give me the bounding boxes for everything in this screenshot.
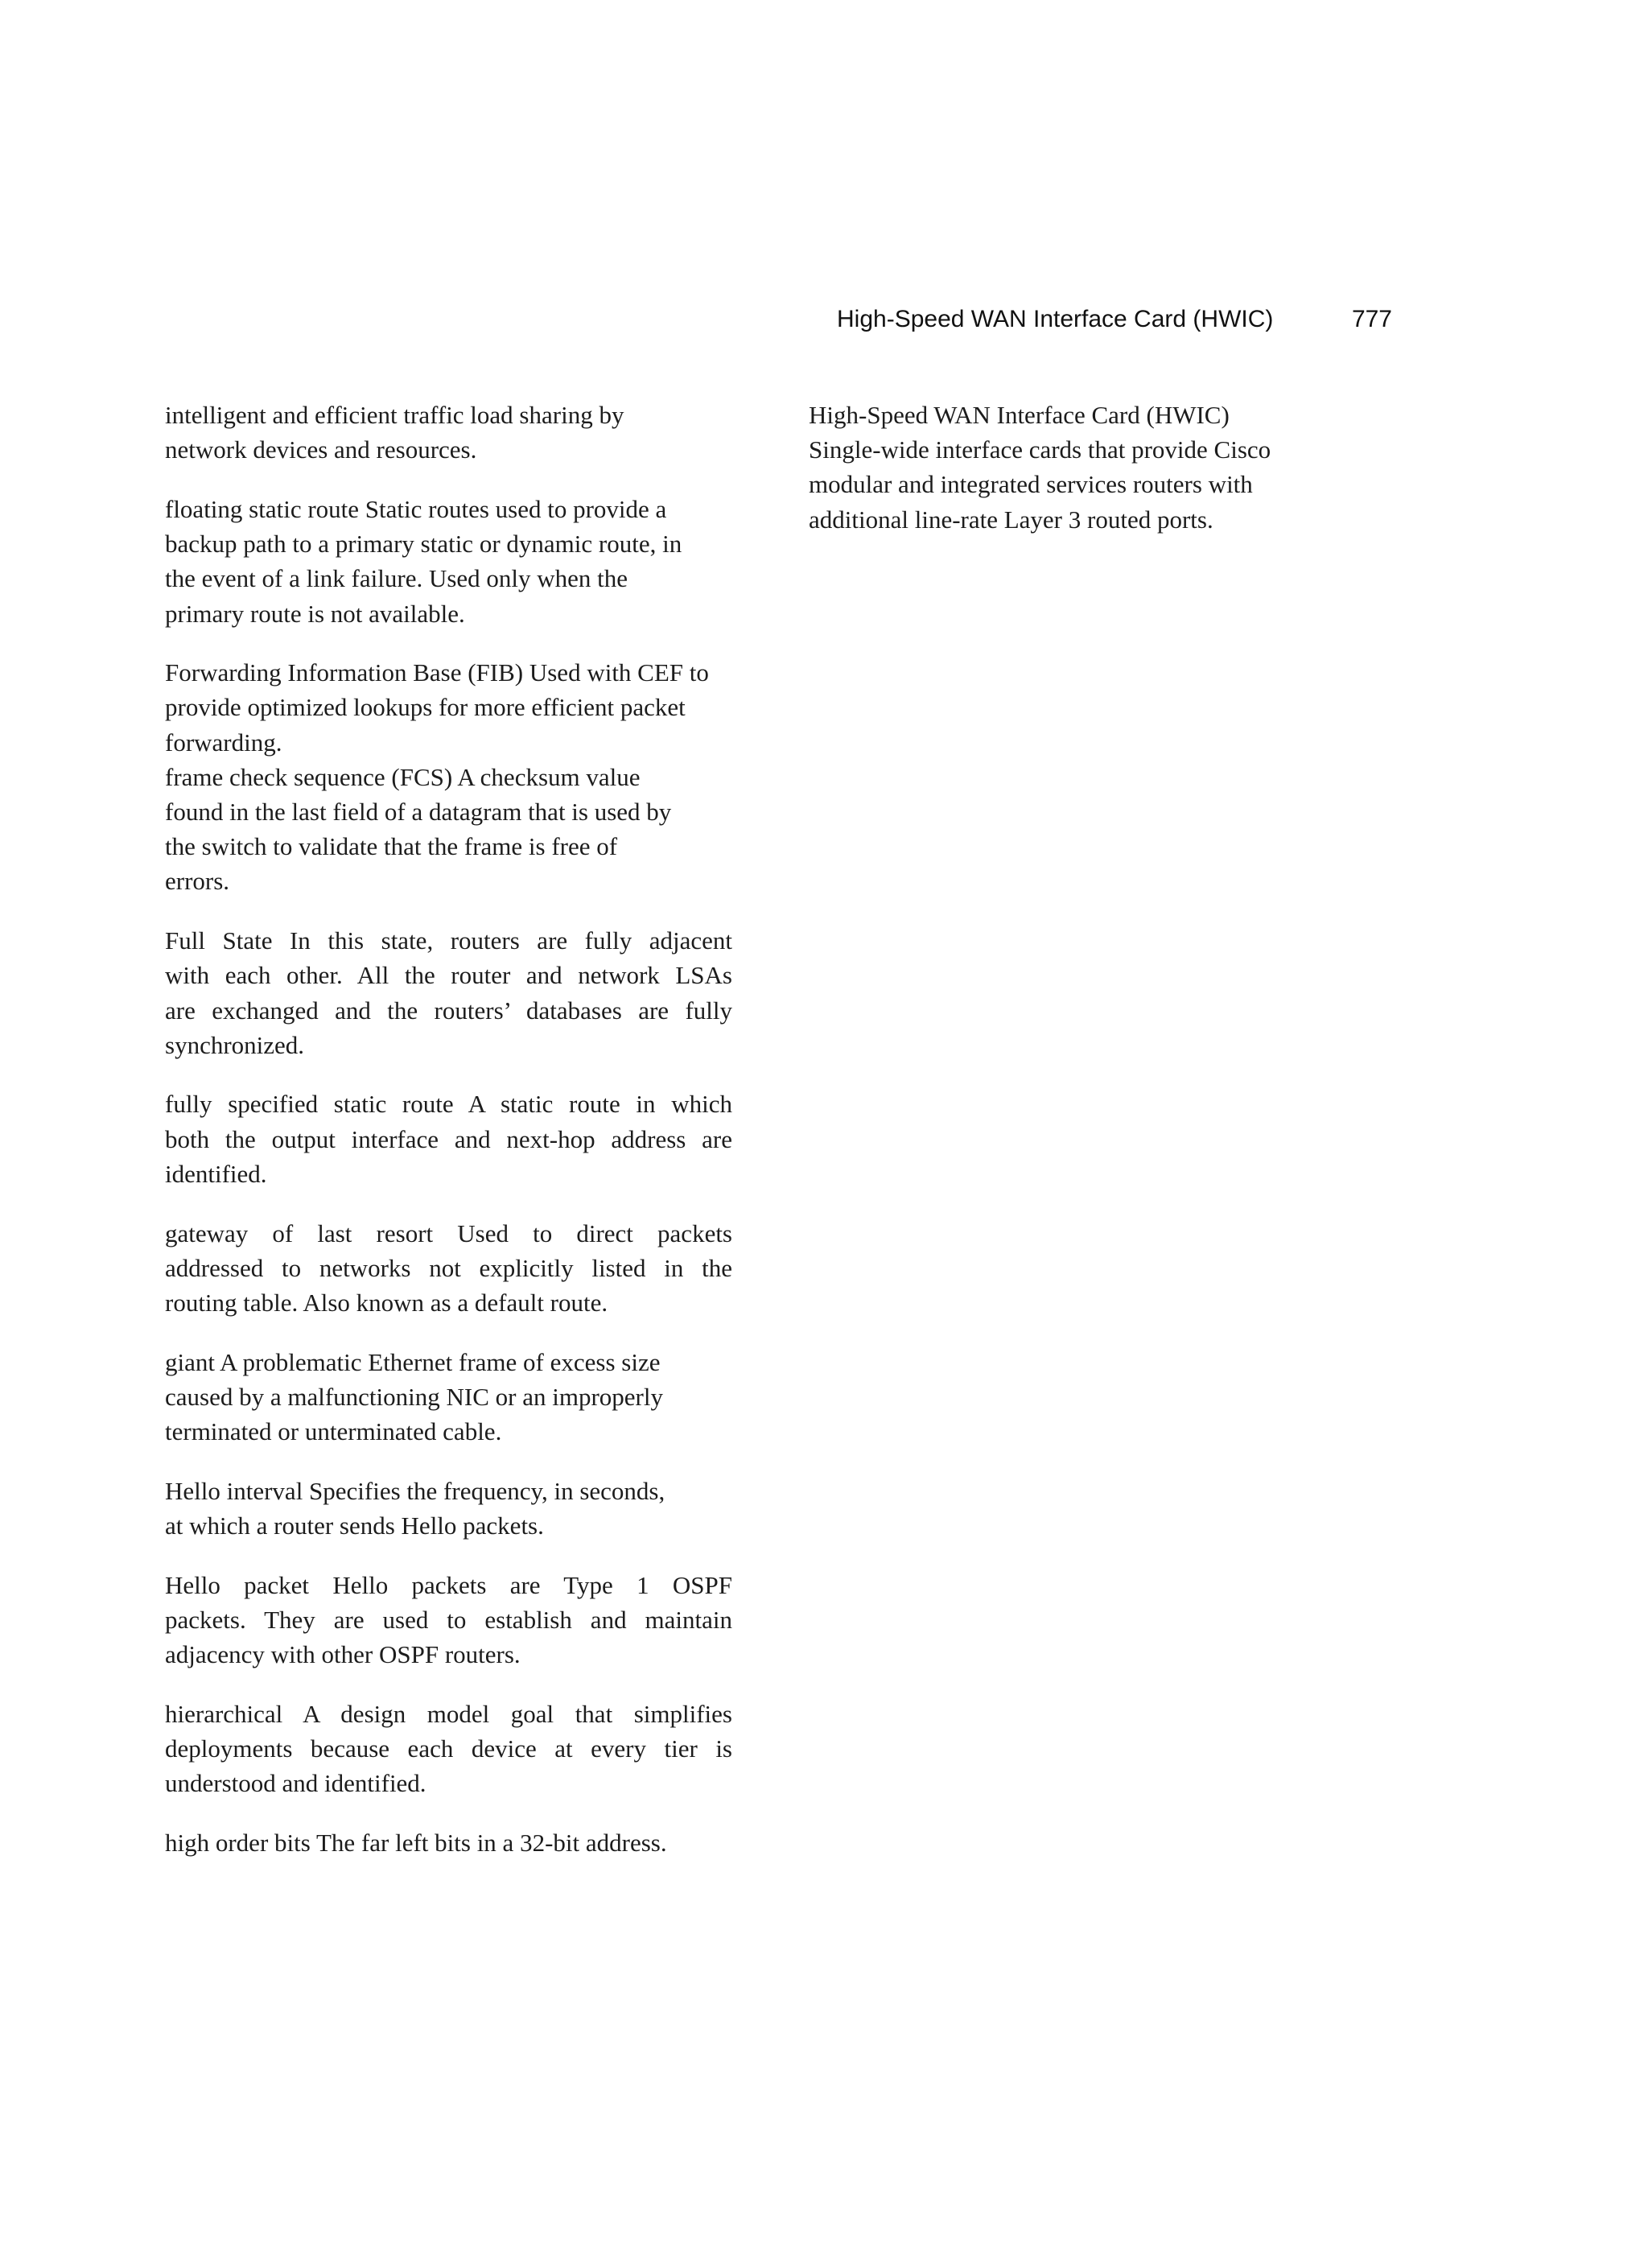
entry-line: errors. bbox=[165, 867, 230, 896]
entry-line: deployments because each device at every tier is bbox=[165, 1734, 732, 1763]
right-column bbox=[809, 398, 1364, 561]
entry-line: provide optimized lookups for more efficient packet bbox=[165, 693, 686, 722]
glossary-entry bbox=[165, 1216, 732, 1321]
entry-line: understood and identified. bbox=[165, 1769, 426, 1798]
glossary-entry bbox=[165, 655, 732, 760]
entry-line: Forwarding Information Base (FIB) Used with CEF to bbox=[165, 658, 709, 687]
entry-line: frame check sequence (FCS) A checksum value bbox=[165, 762, 641, 791]
entry-line: adjacency with other OSPF routers. bbox=[165, 1640, 521, 1669]
entry-line: Hello packet Hello packets are Type 1 OSPF bbox=[165, 1570, 732, 1599]
glossary-entry bbox=[165, 1697, 732, 1801]
entry-line: giant A problematic Ethernet frame of excess size bbox=[165, 1347, 661, 1376]
entry-line: are exchanged and the routers’ databases are fully bbox=[165, 996, 732, 1025]
glossary-entry bbox=[165, 1345, 732, 1449]
entry-line: the event of a link failure. Used only when the bbox=[165, 564, 628, 593]
entry-line: terminated or unterminated cable. bbox=[165, 1417, 502, 1446]
entry-line: high order bits The far left bits in a 32-bit address. bbox=[165, 1828, 667, 1857]
entry-line: synchronized. bbox=[165, 1030, 305, 1059]
entry-line: both the output interface and next-hop address are bbox=[165, 1124, 732, 1153]
entry-line: forwarding. bbox=[165, 728, 282, 757]
glossary-entry bbox=[165, 1568, 732, 1672]
entry-line: packets. They are used to establish and maintain bbox=[165, 1605, 732, 1634]
glossary-entry bbox=[165, 398, 732, 467]
entry-line: primary route is not available. bbox=[165, 599, 465, 628]
entry-line: additional line-rate Layer 3 routed ports. bbox=[809, 505, 1213, 534]
entry-line: Hello interval Specifies the frequency, in seconds, bbox=[165, 1476, 665, 1505]
entry-line: at which a router sends Hello packets. bbox=[165, 1511, 544, 1540]
entry-line: intelligent and efficient traffic load sharing by bbox=[165, 401, 624, 429]
entry-line: found in the last field of a datagram that is used by bbox=[165, 798, 672, 827]
page-number: 777 bbox=[1351, 306, 1392, 332]
glossary-entry bbox=[165, 760, 732, 899]
entry-line: addressed to networks not explicitly listed in the bbox=[165, 1253, 732, 1282]
entry-line: network devices and resources. bbox=[165, 435, 477, 464]
entry-line: routing table. Also known as a default route. bbox=[165, 1288, 608, 1317]
entry-line: caused by a malfunctioning NIC or an improperly bbox=[165, 1382, 663, 1411]
entry-line: with each other. All the router and network LSAs bbox=[165, 961, 732, 990]
entry-line: floating static route Static routes used to provide a bbox=[165, 494, 667, 523]
entry-line: identified. bbox=[165, 1159, 267, 1188]
running-head bbox=[837, 299, 1392, 340]
glossary-entry bbox=[809, 398, 1364, 537]
glossary-entry bbox=[165, 923, 732, 1062]
glossary-entry bbox=[165, 1474, 732, 1543]
running-head-title: High-Speed WAN Interface Card (HWIC) bbox=[837, 306, 1274, 332]
entry-line: fully specified static route A static route in which bbox=[165, 1090, 732, 1119]
entry-line: High-Speed WAN Interface Card (HWIC) bbox=[809, 401, 1230, 429]
entry-line: the switch to validate that the frame is free of bbox=[165, 832, 618, 861]
glossary-entry bbox=[165, 492, 732, 631]
entry-line: Full State In this state, routers are fully adjacent bbox=[165, 926, 732, 955]
entry-line: modular and integrated services routers with bbox=[809, 470, 1253, 499]
entry-line: hierarchical A design model goal that simplifies bbox=[165, 1699, 732, 1728]
left-column bbox=[165, 398, 732, 1885]
glossary-entry bbox=[165, 1087, 732, 1191]
entry-line: Single-wide interface cards that provide Cisco bbox=[809, 435, 1271, 464]
entry-line: backup path to a primary static or dynamic route, in bbox=[165, 530, 682, 559]
glossary-entry bbox=[165, 1825, 732, 1860]
entry-line: gateway of last resort Used to direct packets bbox=[165, 1219, 732, 1247]
